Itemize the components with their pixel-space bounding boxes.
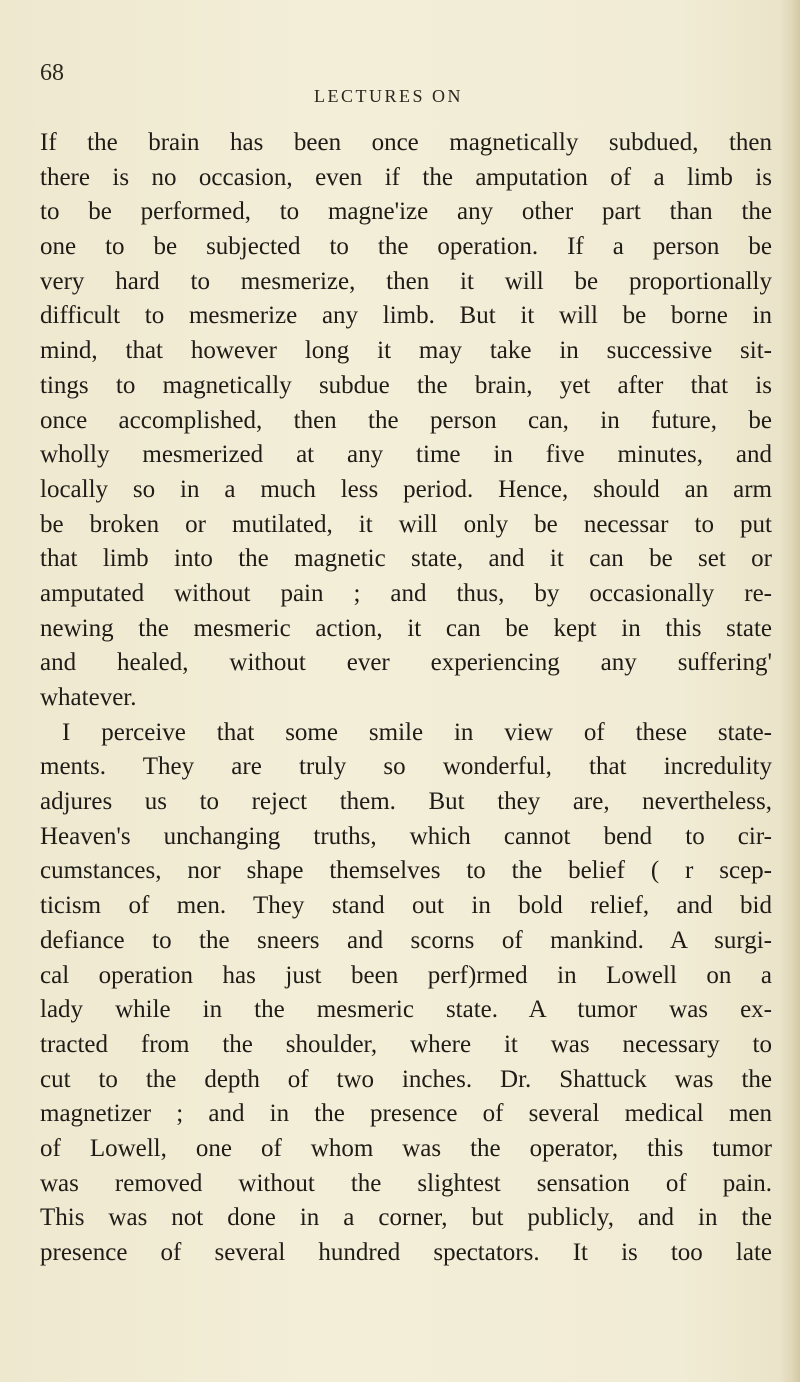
text-line: wholly mesmerized at any time in five minutes, and bbox=[40, 441, 772, 469]
text-line: I perceive that some smile in view of these state- bbox=[62, 718, 772, 746]
text-line: and healed, without ever experiencing any suffering' bbox=[40, 649, 772, 677]
text-line: that limb into the magnetic state, and it can be set or bbox=[40, 545, 772, 573]
text-line: mind, that however long it may take in successive sit- bbox=[40, 337, 772, 365]
text-line: magnetizer ; and in the presence of several medical men bbox=[40, 1100, 772, 1128]
text-line: tings to magnetically subdue the brain, yet after that is bbox=[40, 371, 772, 399]
text-line: to be performed, to magne'ize any other part than the bbox=[40, 198, 772, 226]
running-head: LECTURES ON bbox=[314, 86, 463, 106]
text-line: Heaven's unchanging truths, which cannot bend to cir- bbox=[40, 822, 772, 850]
text-line: once accomplished, then the person can, in future, be bbox=[40, 406, 772, 434]
text-line: lady while in the mesmeric state. A tumor was ex- bbox=[40, 996, 772, 1024]
text-line: cal operation has just been perf)rmed in Lowell on a bbox=[40, 961, 772, 989]
text-line: presence of several hundred spectators. It is too late bbox=[40, 1239, 772, 1266]
text-line: was removed without the slightest sensation of pain. bbox=[40, 1169, 772, 1197]
text-line: newing the mesmeric action, it can be kept in this state bbox=[40, 614, 772, 642]
text-line: be broken or mutilated, it will only be necessar to put bbox=[40, 510, 772, 538]
text-line: This was not done in a corner, but publicly, and in the bbox=[40, 1204, 772, 1232]
text-line: tracted from the shoulder, where it was necessary to bbox=[40, 1030, 772, 1058]
text-line: amputated without pain ; and thus, by occasionally re- bbox=[40, 579, 772, 607]
text-line: whatever. bbox=[40, 684, 137, 711]
text-line: one to be subjected to the operation. If a person be bbox=[40, 233, 772, 261]
text-line: defiance to the sneers and scorns of mankind. A surgi- bbox=[40, 926, 772, 954]
body-text bbox=[40, 126, 772, 1271]
text-line: locally so in a much less period. Hence, should an arm bbox=[40, 475, 772, 503]
text-line: ments. They are truly so wonderful, that incredulity bbox=[40, 753, 772, 781]
text-line: there is no occasion, even if the amputation of a limb is bbox=[40, 163, 772, 191]
page-number: 68 bbox=[40, 60, 64, 86]
text-line: of Lowell, one of whom was the operator, this tumor bbox=[40, 1134, 772, 1162]
text-line: difficult to mesmerize any limb. But it will be borne in bbox=[40, 302, 772, 330]
text-line: ticism of men. They stand out in bold relief, and bid bbox=[40, 892, 772, 920]
text-line: cumstances, nor shape themselves to the belief ( r scep- bbox=[40, 857, 772, 885]
text-line: very hard to mesmerize, then it will be proportionally bbox=[40, 267, 772, 295]
text-line: adjures us to reject them. But they are, nevertheless, bbox=[40, 788, 772, 816]
text-line: cut to the depth of two inches. Dr. Shattuck was the bbox=[40, 1065, 772, 1093]
text-line: If the brain has been once magnetically subdued, then bbox=[40, 129, 772, 156]
page-edge-shadow bbox=[780, 0, 800, 1382]
